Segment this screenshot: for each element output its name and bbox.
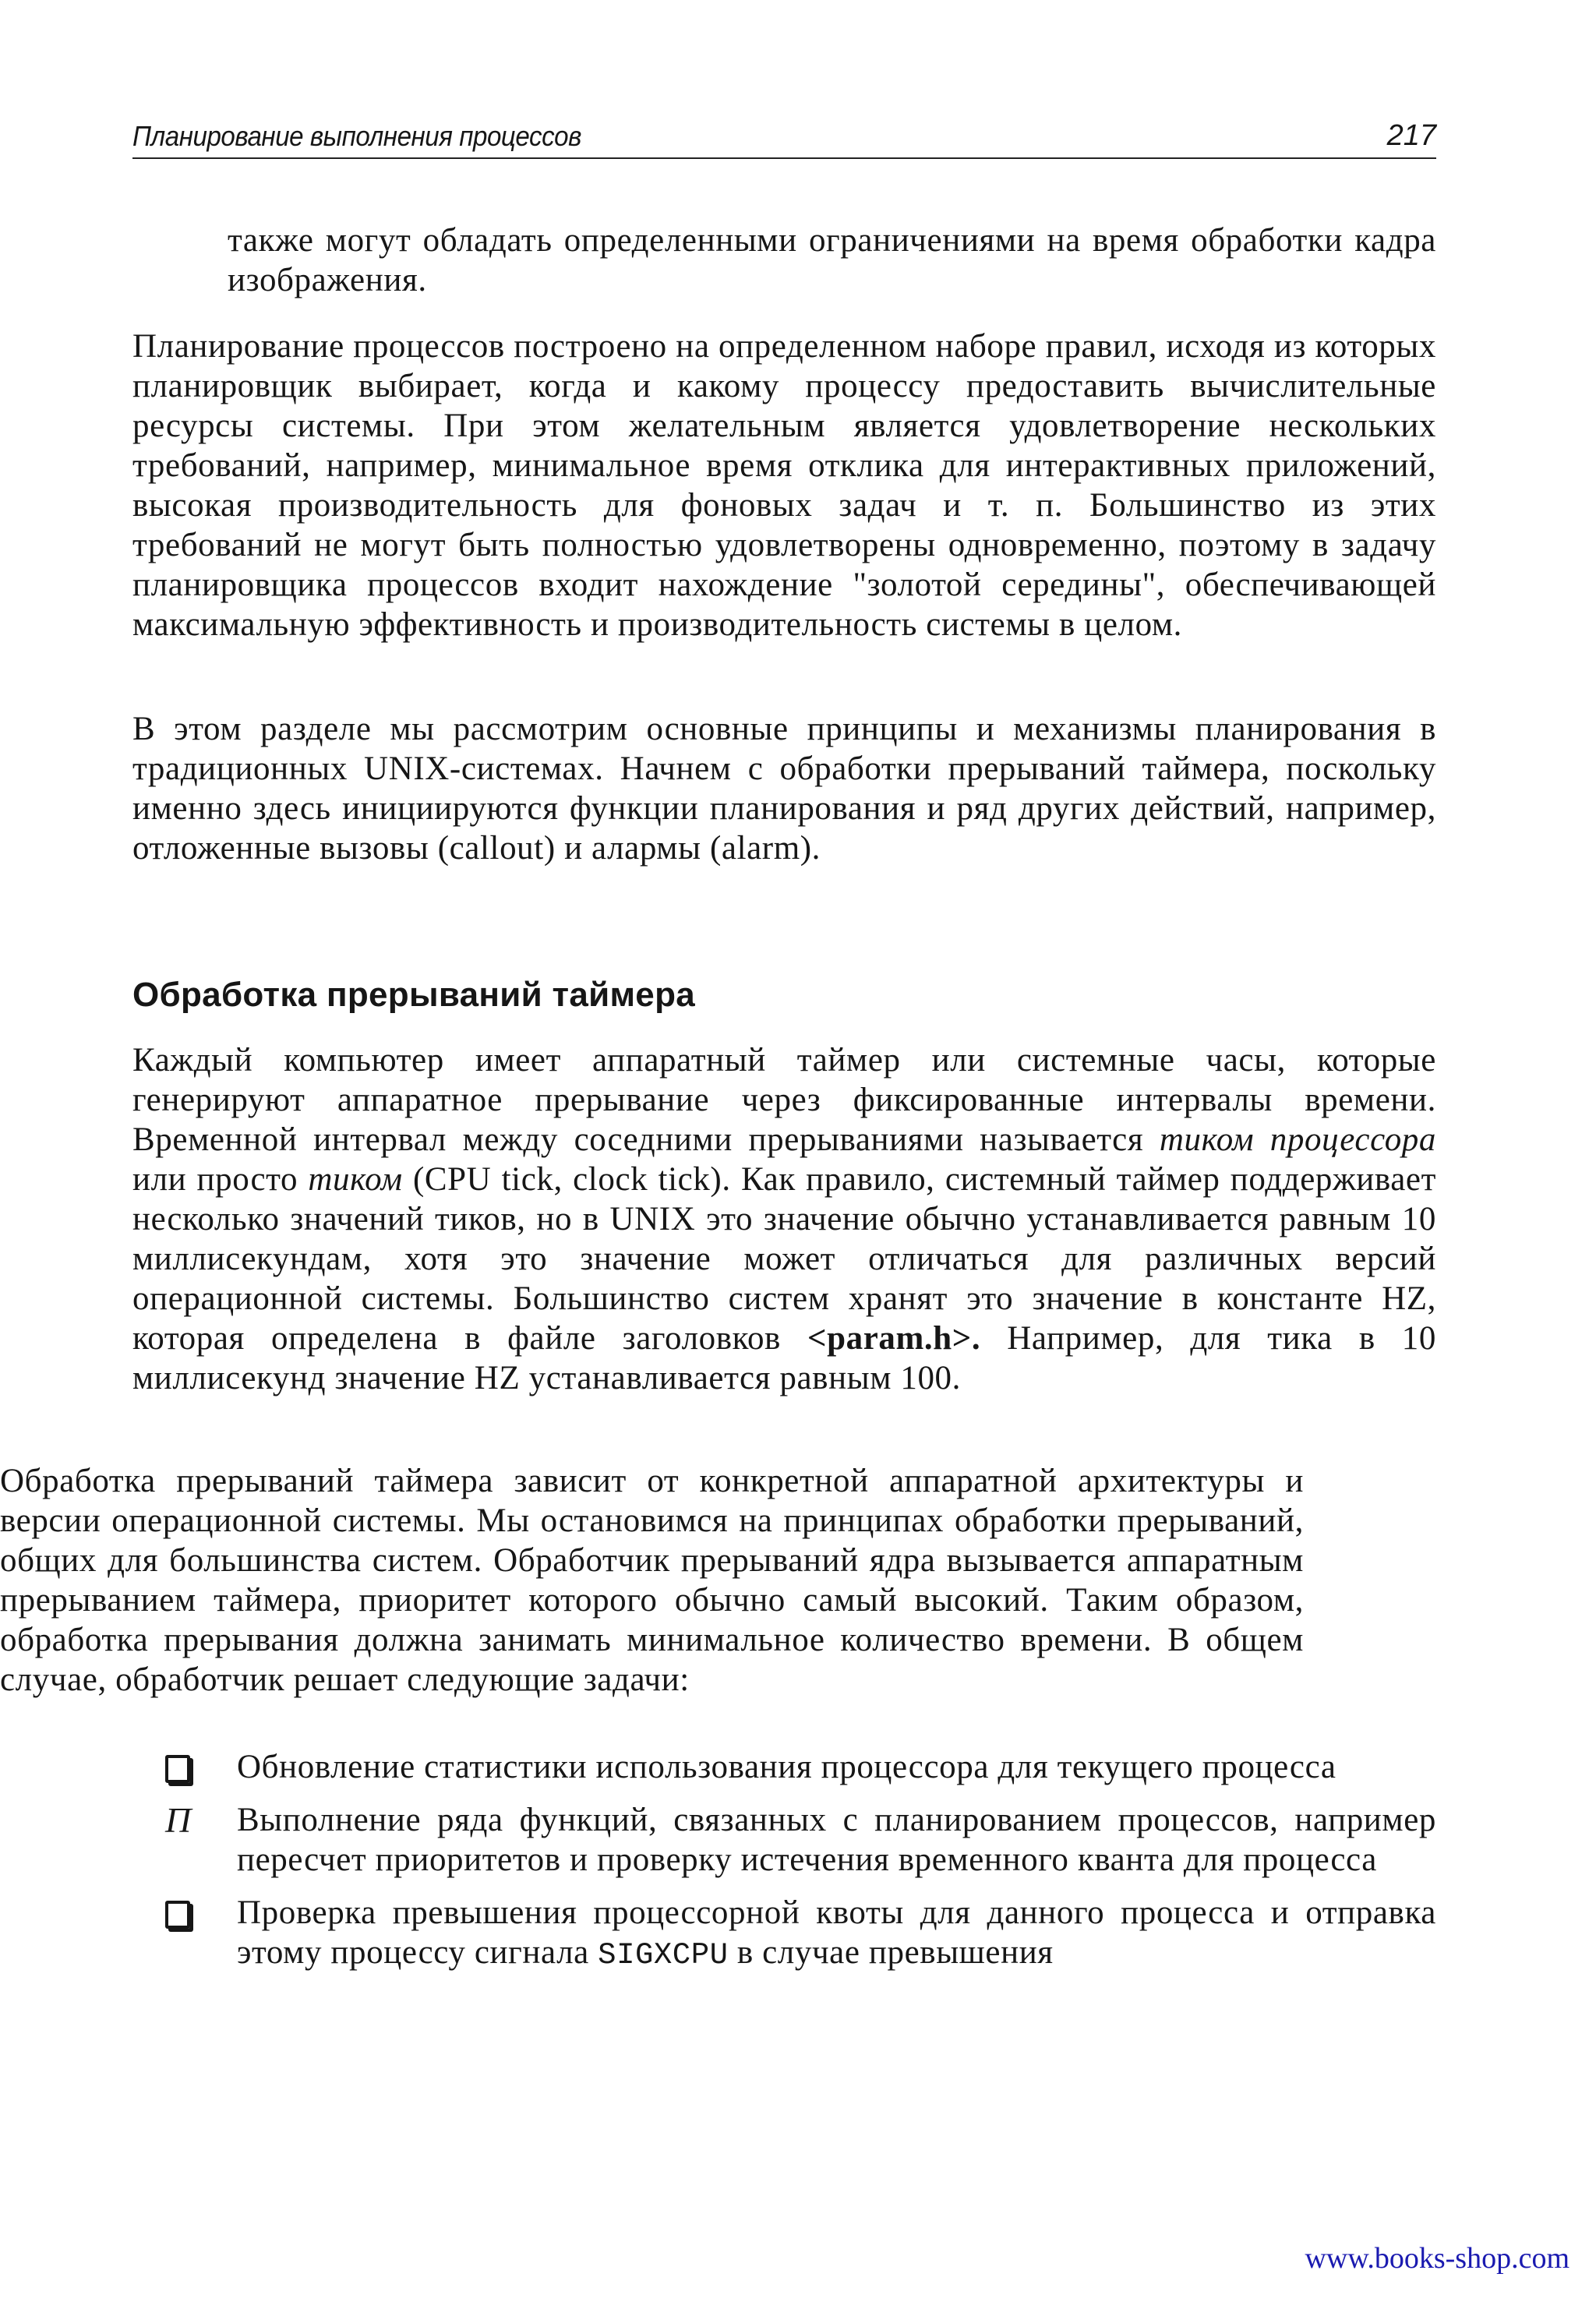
watermark-url: www.books-shop.com (1305, 2242, 1570, 2275)
list-item (132, 1800, 1436, 1880)
paragraph-timer-tick (132, 1040, 1436, 1398)
paragraph-interrupt-handler: Обработка прерываний таймера зависит от конкретной аппаратной архитектуры и версии операционной системы. Мы остановимся на принципах обработки прерываний, общих для большинства систем. Обработчик прерываний ядра вызывается аппаратным прерыванием таймера, приоритет которого обычно самый высокий. Таким образом, обработка прерывания должна занимать минимальное количество времени. В общем случае, обработчик решает следующие задачи: (0, 1463, 1304, 1698)
list-item-text-before: Проверка превышения процессорной квоты для данного процесса и отправка этому процессу сигнала (237, 1894, 1436, 1971)
list-item (132, 1893, 1436, 1975)
page-number: 217 (1386, 119, 1436, 152)
paragraph-section-intro: В этом разделе мы рассмотрим основные принципы и механизмы планирования в традиционных UNIX-системах. Начнем с обработки прерываний таймера, поскольку именно здесь инициируются функции планирования и ряд других действий, например, отложенные вызовы (callout) и алармы (alarm). (132, 711, 1436, 867)
list-item-text: Обновление статистики использования процессора для текущего процесса (237, 1749, 1336, 1785)
term-cpu-tick: тиком процессора (1159, 1121, 1437, 1158)
header-file-name: <param.h>. (807, 1320, 981, 1357)
running-head-title: Планирование выполнения процессов (132, 120, 581, 152)
running-head (132, 117, 1436, 159)
list-item-text-after: в случае превышения (728, 1934, 1054, 1971)
tick-text-part3: (CPU tick, clock tick). Как правило, системный таймер поддерживает несколько значений тиков, но в UNIX это значение обычно устанавливается равным 10 миллисекундам, хотя это значение может отличаться для различных версий операционной системы. Большинство систем хранят это значение в константе HZ, которая определена в файле заголовков (132, 1161, 1436, 1357)
continuation-paragraph: также могут обладать определенными ограничениями на время обработки кадра изображения. (228, 222, 1436, 298)
signal-name: SIGXCPU (598, 1938, 729, 1972)
letter-bullet-marker: П (165, 1800, 192, 1840)
term-tick: тиком (308, 1161, 403, 1198)
section-heading: Обработка прерываний таймера (132, 976, 696, 1014)
list-item (132, 1747, 1436, 1787)
paragraph-scheduling-rules: Планирование процессов построено на определенном наборе правил, исходя из которых планировщик выбирает, когда и какому процессу предоставить вычислительные ресурсы системы. При этом желательным является удовлетворение нескольких требований, например, минимальное время отклика для интерактивных приложений, высокая производительность для фоновых задач и т. п. Большинство из этих требований не могут быть полностью удовлетворены одновременно, поэтому в задачу планировщика процессов входит нахождение "золотой середины", обеспечивающей максимальную эффективность и производительность системы в целом. (132, 328, 1436, 643)
tick-text-part2: или просто (132, 1161, 309, 1198)
checkbox-bullet-icon (165, 1893, 212, 1939)
handler-task-list (132, 1747, 1436, 1989)
list-item-text: Выполнение ряда функций, связанных с планированием процессов, например пересчет приоритетов и проверку истечения временного кванта для процесса (237, 1802, 1436, 1878)
tick-text-part1: Каждый компьютер имеет аппаратный таймер или системные часы, которые генерируют аппаратное прерывание через фиксированные интервалы времени. Временной интервал между соседними прерываниями называется (132, 1042, 1436, 1158)
tick-text-part4: Например, для тика в 10 миллисекунд значение HZ устанавливается равным 100. (132, 1320, 1436, 1396)
checkbox-bullet-icon (165, 1747, 212, 1793)
